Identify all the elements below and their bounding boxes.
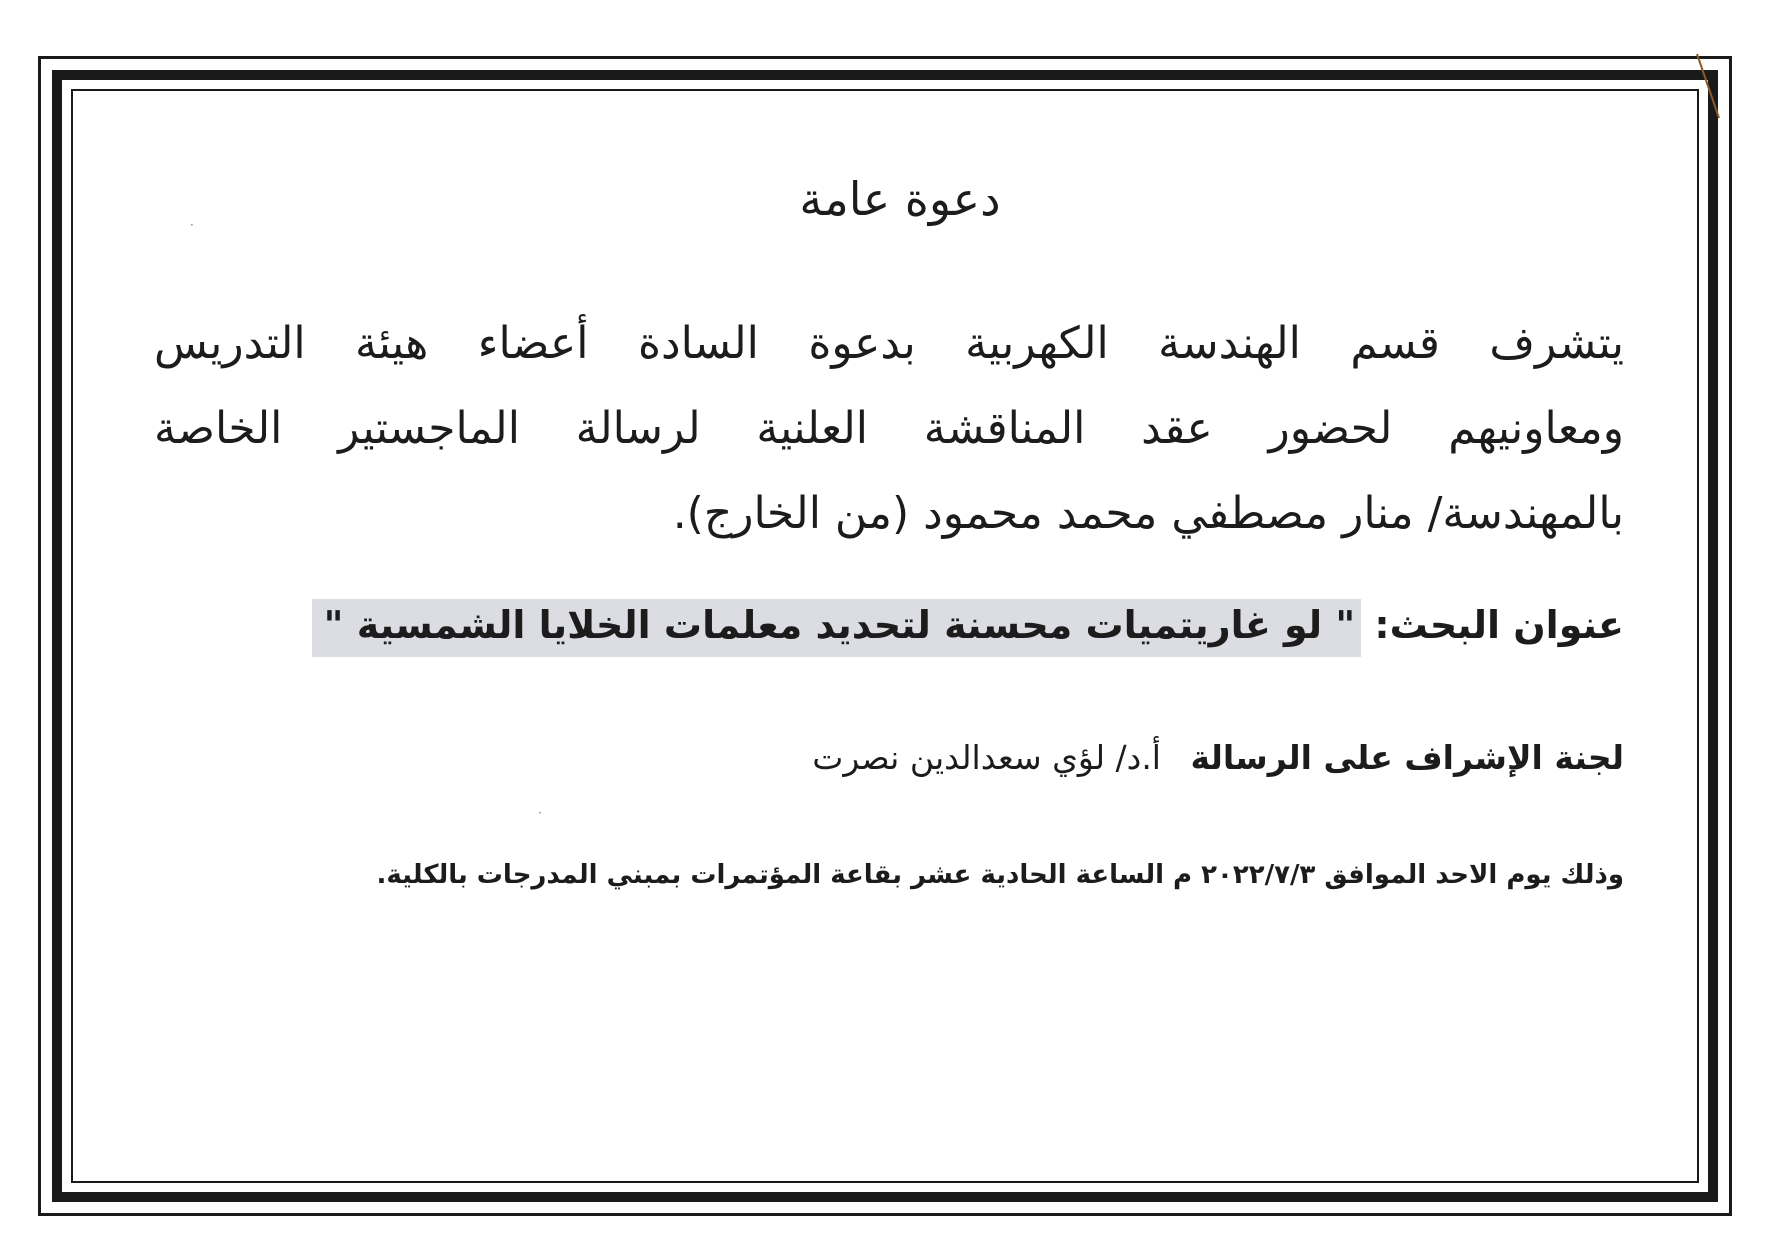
invitation-text-line-2: ومعاونيهم لحضور عقد المناقشة العلنية لرسالة الماجستير الخاصة (154, 403, 1624, 454)
research-title-highlight: " لو غاريتميات محسنة لتحديد معلمات الخلايا الشمسية " (312, 599, 1361, 657)
research-label: عنوان البحث: (1374, 603, 1624, 647)
scan-speck: · (190, 218, 194, 232)
supervisor-name: أ.د/ لؤي سعدالدين نصرت (812, 738, 1161, 777)
scan-speck: · (538, 806, 542, 820)
invitation-title: دعوة عامة (799, 172, 1001, 226)
research-title-row (312, 603, 1624, 647)
invitation-text-line-3: بالمهندسة/ منار مصطفي محمد محمود (من الخارج). (672, 488, 1624, 539)
supervision-row (812, 738, 1624, 777)
invitation-text-line-1: يتشرف قسم الهندسة الكهربية بدعوة السادة أعضاء هيئة التدريس (154, 318, 1624, 369)
date-venue-line: وذلك يوم الاحد الموافق ٢٠٢٢/٧/٣ م الساعة الحادية عشر بقاعة المؤتمرات بمبني المدرجات بالكلية. (376, 860, 1624, 890)
supervision-label: لجنة الإشراف على الرسالة (1190, 738, 1624, 777)
corner-pen-mark (1695, 52, 1721, 122)
